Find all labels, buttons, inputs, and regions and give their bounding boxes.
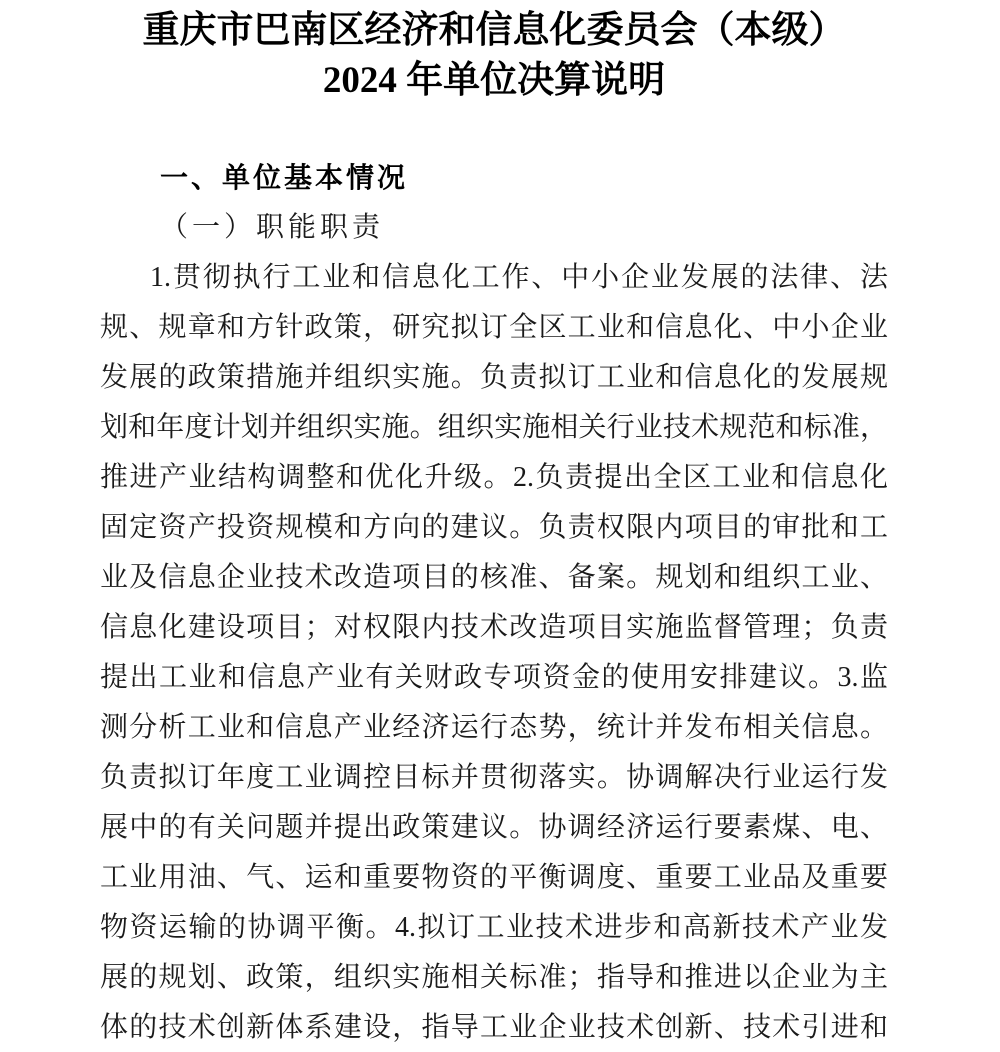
- document-title: [100, 6, 888, 106]
- body-line: 展中的有关问题并提出政策建议。协调经济运行要素煤、电、: [100, 812, 888, 843]
- body-line: 工业用油、气、运和重要物资的平衡调度、重要工业品及重要: [100, 862, 888, 893]
- document-title-line1: 重庆市巴南区经济和信息化委员会（本级）: [142, 10, 846, 51]
- duties-paragraph: [100, 253, 888, 1052]
- body-line: 规、规章和方针政策，研究拟订全区工业和信息化、中小企业: [100, 312, 888, 343]
- section-heading-basic-info: 一、单位基本情况: [160, 162, 409, 193]
- body-line: 推进产业结构调整和优化升级。2.负责提出全区工业和信息化: [100, 462, 888, 493]
- body-line: 负责拟订年度工业调控目标并贯彻落实。协调解决行业运行发: [100, 762, 888, 793]
- body-line: 发展的政策措施并组织实施。负责拟订工业和信息化的发展规: [100, 362, 888, 393]
- body-line: 划和年度计划并组织实施。组织实施相关行业技术规范和标准，: [100, 412, 888, 443]
- body-line: 信息化建设项目；对权限内技术改造项目实施监督管理；负责: [100, 612, 888, 643]
- body-line: 业及信息企业技术改造项目的核准、备案。规划和组织工业、: [100, 562, 888, 593]
- body-line: 测分析工业和信息产业经济运行态势，统计并发布相关信息。: [100, 712, 888, 743]
- body-line: 体的技术创新体系建设，指导工业企业技术创新、技术引进和: [100, 1012, 888, 1043]
- body-line: 展的规划、政策，组织实施相关标准；指导和推进以企业为主: [100, 962, 888, 993]
- body-line: 固定资产投资规模和方向的建议。负责权限内项目的审批和工: [100, 512, 888, 543]
- subsection-heading-duties: （一）职能职责: [160, 212, 385, 243]
- body-line: 1.贯彻执行工业和信息化工作、中小企业发展的法律、法: [150, 262, 888, 293]
- body-line: 提出工业和信息产业有关财政专项资金的使用安排建议。3.监: [100, 662, 888, 693]
- document-title-line2: 2024 年单位决算说明: [322, 60, 666, 101]
- body-line: 物资运输的协调平衡。4.拟订工业技术进步和高新技术产业发: [100, 912, 888, 943]
